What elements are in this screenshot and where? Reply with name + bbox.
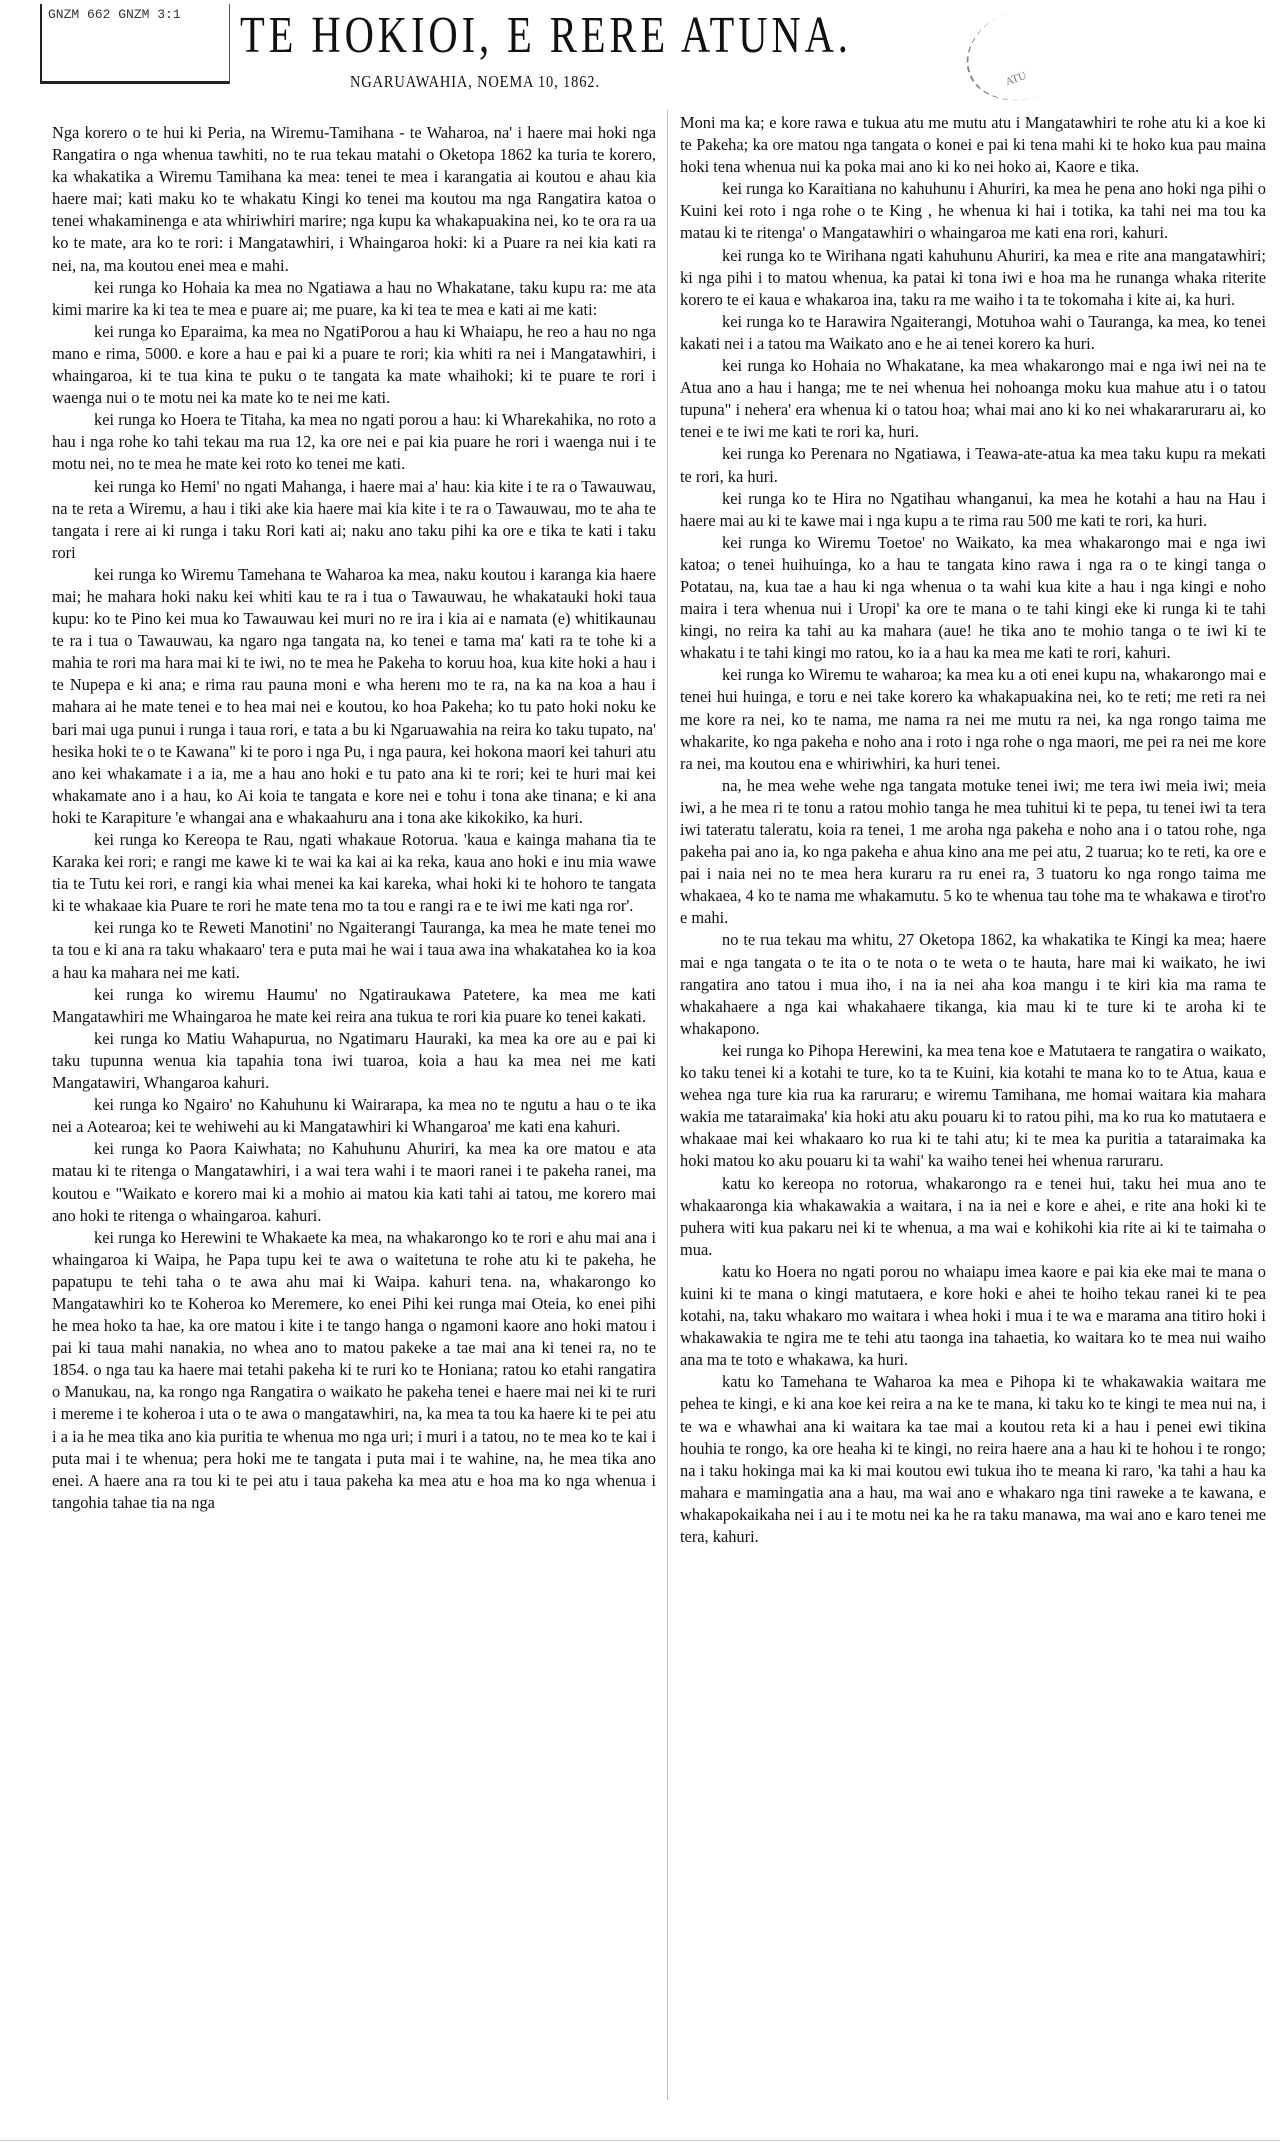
paragraph: kei runga ko te Harawira Ngaiterangi, Motuhoa wahi o Tauranga, ka mea, ko tenei kakati nei i a tatou ma Waikato ano e he ai tenei korero ka huri.: [680, 311, 1266, 353]
paragraph: katu ko kereopa no rotorua, whakarongo ra e tenei hui, taku hei mua ano te whakaaronga kia whakawakia a waitara, i na ia nei e kore e ahei, e rite ana hoki ki te puhera witi kua pakaru nei ki te whenua, a ma wai e kohikohi kia rite ai ki te taimaha o mua.: [680, 1173, 1266, 1259]
library-stamp: GNZM 662 GNZM 3:1: [40, 4, 230, 84]
paragraph: kei runga ko te Reweti Manotini' no Ngaiterangi Tauranga, ka mea he mate tenei mo ta tou e ki ana ra taku whakaaro' tera e puta mai he wai i taua awa ina whakatahea ko ia koa a hau ka mahara nei me kati.: [52, 918, 656, 982]
paragraph: kei runga ko Hoera te Titaha, ka mea no ngati porou a hau: ki Wharekahika, no roto a hau i nga rohe ko tahi tekau ma rua 12, ka ore nei e pai kia puare he rori i waenga nui i te motu nei, no te mea he mate kei roto ko tenei me kati.: [52, 410, 656, 474]
paragraph: kei runga ko Paora Kaiwhata; no Kahuhunu Ahuriri, ka mea ka ore matou e ata matau ki te ritenga o Mangatawhiri, i a wai tera wahi i te maori ranei i te pakeha ranei, ma koutou e "Waikato e korero mai ki a mohio ai matou kia kati tahi ai tatou, me korero mai ano hoki te ritenga o whaingaroa. kahuri.: [52, 1139, 656, 1225]
paragraph: kei runga ko wiremu Haumu' no Ngatiraukawa Patetere, ka mea me kati Mangatawhiri me Whaingaroa he mate kei reira ana tukua te rori kia puare ko tenei kakati.: [52, 984, 656, 1026]
right-column: [680, 112, 1266, 1548]
paragraph: kei runga ko Hohaia ka mea no Ngatiawa a hau no Whakatane, taku kupu ra: me ata kimi marire ka ki tea te mea e puare ai; me puare, ka ki tea te mea e kati ai me kati:: [52, 277, 656, 319]
library-seal: [953, 0, 1098, 116]
paragraph: kei runga ko Perenara no Ngatiawa, i Teawa-ate-atua ka mea taku kupu ra mekati te rori, ka huri.: [680, 444, 1266, 486]
paragraph: na, he mea wehe wehe nga tangata motuke tenei iwi; me tera iwi meia iwi; meia iwi, a he mea ri te tonu a ratou mohio tanga he mea tuhitui ki te pepa, tu tenei iwi ta tera iwi tateratu taleratu, koia ra tenei, 1 me aroha nga pakeha e noho ana i o tatou rohe, nga pakeha pai ano ia, ko nga pakeha e ahua kino ana me pei atu, 2 tuarua; ko te reti, ka ore e pai i naia nei no te mea hera kuraru ra ru enei ra, 3 tuatoru ko nga rongo taima me whakaea, 4 ko te nama me whakamutu. 5 ko te whenua tau tohe ma te whakawa e tirot'ro e mahi.: [680, 775, 1266, 928]
paragraph: kei runga ko Ngairo' no Kahuhunu ki Wairarapa, ka mea no te ngutu a hau o te ika nei a Aotearoa; kei te wehiwehi au ki Mangatawhiri ki Whangaroa' me kati ena kahuri.: [52, 1095, 656, 1137]
masthead-title: TE HOKIOI, E RERE ATUNA.: [240, 7, 852, 64]
paragraph: kei runga ko te Hira no Ngatihau whanganui, ka mea he kotahi a hau na Hau i haere mai au ki te kawe mai i nga kupu a te rima rau 500 me kati te rori, ka huri.: [680, 488, 1266, 530]
paragraph: Nga korero o te hui ki Peria, na Wiremu-Tamihana - te Waharoa, na' i haere mai hoki nga Rangatira o nga whenua tawhiti, no te rua tekau matahi o Oketopa 1862 ka turia te korero, ka whakatika a Wiremu Tamihana ka mea: tenei te mea i karangatia ai koutou e ahau kia haere mai; kati maku ko te whakatu Kingi ko tenei ma koutou ma nga Rangatira katoa o tenei whakaminenga e ata whiriwhiri marire; nga kupu ka whakapuakina nei, ko te ora ra ua ko te mate, ara ko te rori: i Mangatawhiri, i Whaingaroa hoki: ki a Puare ra nei kia kati ra nei, na, ma koutou enei mea e mahi.: [52, 123, 656, 275]
paragraph: katu ko Tamehana te Waharoa ka mea e Pihopa ki te whakawakia waitara me pehea te kingi, e ki ana koe kei reira a na ke te mana, ki taku ko te kingi te mea nui na, i te wa e whawhai ana ki waitara ka tae mai a koutou reta ki a hau i penei ewi tikina houhia te rongo, ka ore heaha ki te kingi, no reira haere ana a hau ki te hohou i te rongo; na i taku hokinga mai ka ki mai koutou ewi tukua iho te meana ki raro, 'ka tahi a hau ka mahara e mamingatia ana a hau, ma wai ano e whakaro nga tini raweke a te kawana, e whakapokaikaha nei i au i te motu nei ka he ra taku manawa, ma wai ano e karo tenei me tera, kahuri.: [680, 1372, 1266, 1546]
paragraph: kei runga ko Hohaia no Whakatane, ka mea whakarongo mai e nga iwi nei na te Atua ano a hau i hanga; me te nei whenua hei nohoanga moku kua mahue atu i o tatou tupuna" i nehera' era whenua ki o tatou hoa; whai mai ano ki ko nei whakararuraru ai, ko tenei e te iwi me kati te rori ka, huri.: [680, 356, 1266, 442]
paragraph: kei runga ko Matiu Wahapurua, no Ngatimaru Hauraki, ka mea ka ore au e pai ki taku tupunna wenua kia tapahia tona iwi tuaroa, koia a hau ka mea nei me kati Mangatawiri, Whangaroa kahuri.: [52, 1028, 656, 1093]
paragraph: kei runga ko Hemi' no ngati Mahanga, i haere mai a' hau: kia kite i te ra o Tawauwau, na te reta a Wiremu, a hau i tiki ake kia haere mai kia kite i te ra o Tawauwau, mo te aha te tangata i rere ai ki runga i taku Rori kati ai; naku ano taku pihi ka ore e tika te kati i taku rori: [52, 476, 656, 562]
dateline: NGARUAWAHIA, NOEMA 10, 1862.: [350, 72, 600, 91]
page-edge: [0, 2140, 1280, 2141]
paragraph: kei runga ko Herewini te Whakaete ka mea, na whakarongo ko te rori e ahu mai ana i whaingaroa ki Waipa, he Papa tupu kei te awa o waitetuna te rohe atu ki te pakeha, he papatupu te tehi taha o te awa ahu mai ki Waipa. kahuri tena. na, whakarongo ko Mangatawhiri ko te Koheroa ko Meremere, ko enei Pihi kei runga mai Oteia, ko enei pihi he mea hoko ta hae, ka ore matou i kite i te tango hanga o ngamoni kaore ano hoki matou i pai ki taua mahi nanakia, no whea ano to matou pakeke a tae mai ana ki tenei ra, no te 1854. o nga tau ka haere mai tetahi pakeha ki te ruri ko te Honiana; ratou ko etahi rangatira o Manukau, na, ka rongo nga Rangatira o waikato he pakeha tenei e haere mai nei ki te ruri i mereme i te koheroa i uta o te awa o mangatawhiri, na, ka mea ta tou ka haere ki te pei atu i a ia he mea tika ano kia puritia te whenua mo nga uri; i muri i a tatou, no te mea ko te kai i puta mai i te whenua; pera hoki me te tangata i puta mai i te wahine, na, he mea tika ano enei. A haere ana ra tou ki te pei atu i taua pakeha ka mea atu e hoa ma ko nga whenua i tangohia tahae tia na nga: [52, 1227, 656, 1512]
paragraph: no te rua tekau ma whitu, 27 Oketopa 1862, ka whakatika te Kingi ka mea; haere mai e nga tangata o te ita o te nota o te weta o te hauta, hare mai ki waikato, he iwi rangatira ano tatou i mua iho, i na ia nei aha koa mangu i te kiri kia ma rama te whakahaere a nga kai whakahaere tikanga, kia mau ki te ture ki te aroha ki te whakapono.: [680, 930, 1266, 1038]
seal-text: ATU: [1003, 69, 1029, 89]
paragraph: kei runga ko te Wirihana ngati kahuhunu Ahuriri, ka mea e rite ana mangatawhiri; ki nga pihi i to matou whenua, ka patai ki tona iwi e hoa ma he runanga whaka riterite korero te ei kaua e whakaroa ina, taku ra me waiho i ta te tokomaha i kite ai, ka huri.: [680, 245, 1266, 309]
paragraph: kei runga ko Eparaima, ka mea no NgatiPorou a hau ki Whaiapu, he reo a hau no nga mano e rima, 5000. e kore a hau e pai ki a puare te rori; kia whiti ra nei i Mangatawhiri, i whaingaroa, ki te tua kina te puku o te tangata ka mate whaihoki; ki te puare te rori i waenga nui o te motu nei ka mate ko te nei me kati.: [52, 321, 656, 408]
column-divider: [667, 110, 668, 2100]
paragraph: Moni ma ka; e kore rawa e tukua atu me mutu atu i Mangatawhiri te rohe atu ki a koe ki te Pakeha; ka ore matou nga tangata o konei e pai ki tena mahi ki te hoko kua pau maina hoki tena whenua nui ka poka mai ano ki ko nei hoko ai, Kaore e tika.: [680, 113, 1266, 177]
paragraph: kei runga ko Karaitiana no kahuhunu i Ahuriri, ka mea he pena ano hoki nga pihi o Kuini kei roto i nga rohe o te King , he whenua ki hai i totika, ka tahi nei ma tou ka matau ki te ritenga' o Mangatawhiri o whaingaroa me kati ena rori, kahuri.: [680, 179, 1266, 243]
paragraph: kei runga ko Kereopa te Rau, ngati whakaue Rotorua. 'kaua e kainga mahana tia te Karaka kei rori; e rangi me kawe ki te wai ka kai ai ka reka, kaua ano hoki e inu mia wawe tia te Tutu kei rori, e rangi kia whai menei ka kai kareka, whai hoki ki te hohoro te tangata ki te whakaae kia Puare te rori he mate tena mo ta tou e rangi ra e te iwi me kati nga ror'.: [52, 830, 656, 916]
paragraph: kei runga ko Pihopa Herewini, ka mea tena koe e Matutaera te rangatira o waikato, ko taku tenei ki a kotahi te ture, ko ta te Kuini, kia kotahi te mana ko to te Atua, kaua e wehea nga ture kia rua ka raruraru; e wiremu Tamihana, me homai waitara kia mahara wakia me tataraimaka' kia hoki atu aku pouaru ki to ratou pihi, ma ko rua ko matutaera e whakaae mai kei whakaaro ko rua ki te tahi atu; ki te mea ka puritia a tataraimaka ka hoki matou ko aku pouaru ki ta wahi' ka waiho tenei hei whenua raruraru.: [680, 1040, 1266, 1171]
paragraph: kei runga ko Wiremu Tamehana te Waharoa ka mea, naku koutou i karanga kia haere mai; he mahara hoki naku kei whiti kau te ra i tua o Tawauwau, he whakatauki hoki taua kupu: ko te Pino kei mua ko Tawauwau kei muri no re ira i kia ai e namata (e) whitikaunau te ra i tua o Tawauwau, ka ngaro nga tangata na, ko tenei e tama ma' kati ra te tohe ki a mahia te rori ma hara mai ki te iwi, no te mea he Pakeha to koruu hoa, kua kite hoki a hau i te Nupepa e ki ana; e rima rau pauna moni e wha herenı mo te ra, na ka na koa a hau i mahara ai he mate tenei e to hea mai nei e koutou, ko hoa Pakeha; ko tu pato hoki noku ke bari mai uga punui i runga i taua rori, e tata a bu ki Ngaruawahia na reira ko taku tupato, na' hesika hoki te o te Kawana" ki te poro i nga Pu, i nga paura, kei hokona maori kei tahuri atu ano kei whakamate i a ia, me a hau ano hoki e tu pato ana ki te rori; kei te huri mai kei whakamate ano i a hau, ko Ai koia te tangata e kore nei e tohu i tona ake tinana; e ki ana hoki te Karapiture 'e whangai ana e whakaahuru ana i tona ake kikokiko, ka huri.: [52, 564, 656, 827]
paragraph: kei runga ko Wiremu Toetoe' no Waikato, ka mea whakarongo mai e nga iwi katoa; o tenei huihuinga, ko a hau te tangata kino rawa i nga ra o te kingi tanga o Potatau, na, kua tae a hau ki nga whenua o ta wahi kua kite a hau i nga kingi e noho maira i tera whenua nui i Uropi' ka ore te mana o te tahi kingi eke ki runga ki te tahi kingi, no reira ka tahi au ka mahara (aue! he tika ano te mohio tanga o te iwi ki te whakatu i te tahi kingi mo ratou, ko ia a hau ka mea me kati te rori, kahuri.: [680, 532, 1266, 663]
paragraph: katu ko Hoera no ngati porou no whaiapu imea kaore e pai kia eke mai te mana o kuini ki te mana o kingi matutaera, e kore hoki e ahei te hoiho tekau ranei ki te pea kotahi, na, taku whakaro mo waitara i whea hoki i mua i te wa e marama ana titiro hoki i whakawakia te ngira me te tehi atu taonga ina tahaetia, ko waitara ko te mea nui waiho ana ma te toto e whakawa, ka huri.: [680, 1261, 1266, 1370]
left-column: [52, 122, 656, 1514]
paragraph: kei runga ko Wiremu te waharoa; ka mea ku a oti enei kupu na, whakarongo mai e tenei hui huinga, e toru e nei take korero ka whakapuakina nei, ko te reti; me reti ra nei me kore ra nei, ko te nama, me nama ra nei me mutu ra nei, ka nga rongo taima me whakarite, ko nga pakeha e noho ana i roto i nga rohe o nga maori, me pei ra nei me kore ra nei, ma koutou ena e whiriwhiri, ka huri tenei.: [680, 665, 1266, 773]
